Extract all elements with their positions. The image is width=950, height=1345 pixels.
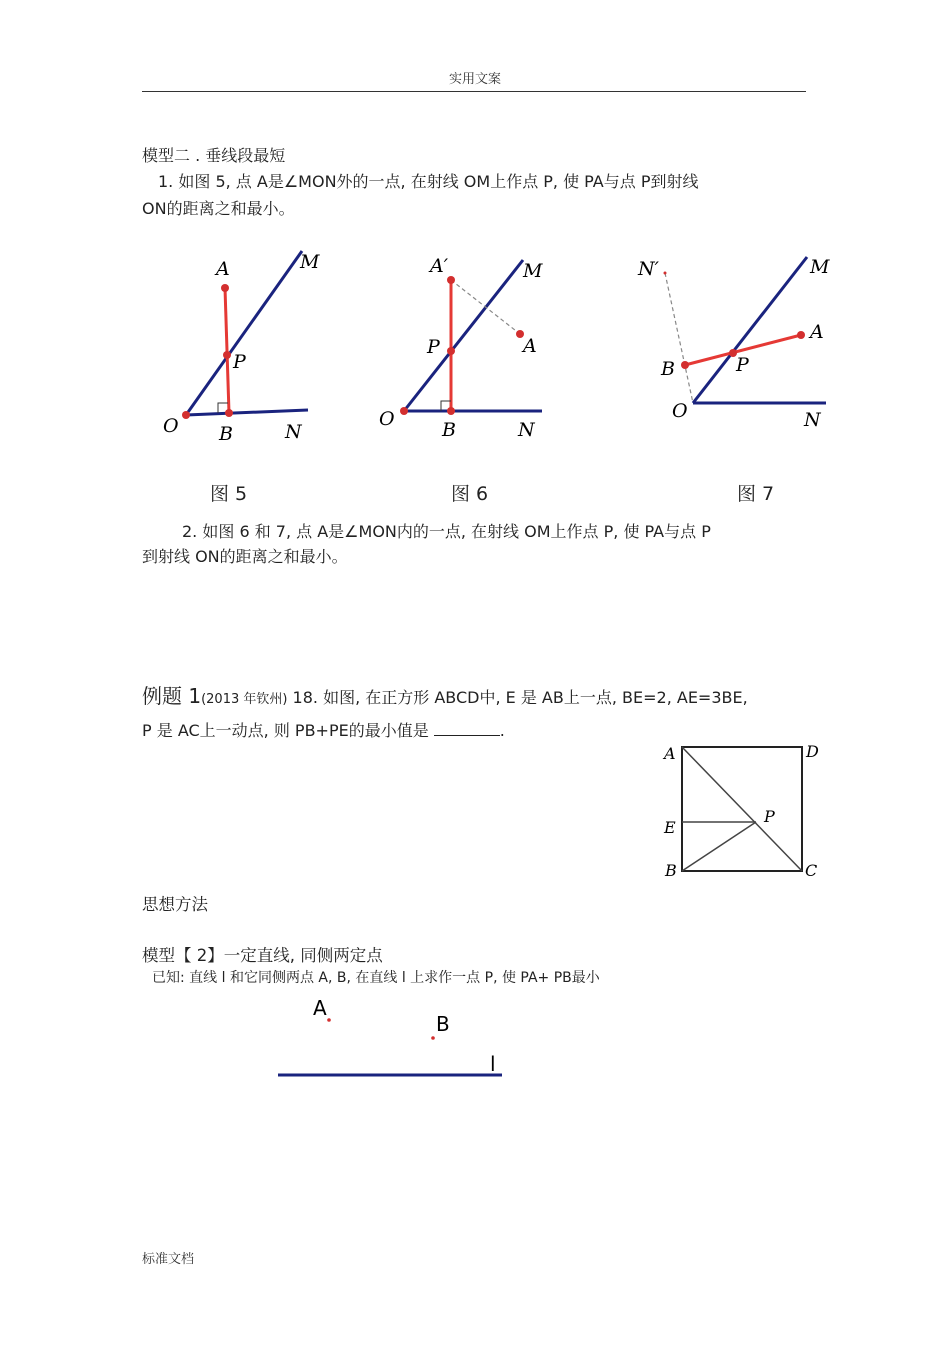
segment-bp — [682, 822, 756, 871]
label-b: B — [436, 1012, 450, 1036]
label-a: A — [313, 996, 327, 1020]
label-n: N — [518, 419, 535, 441]
page-footer: 标准文档 — [142, 1252, 195, 1267]
ray-om — [404, 260, 523, 411]
method-title: 思想方法 — [142, 895, 208, 914]
label-a: A — [523, 335, 537, 357]
problem-1-line-2: ON的距离之和最小。 — [142, 199, 295, 218]
square-figure — [655, 740, 825, 885]
caption-figure-7: 图 7 — [737, 483, 775, 505]
label-m: M — [300, 251, 320, 273]
label-a: A — [664, 744, 676, 763]
label-o: O — [672, 400, 688, 422]
problem-2-line-1: 2. 如图 6 和 7, 点 A是∠MON内的一点, 在射线 OM上作点 P, 使 PA与点 P — [182, 522, 711, 541]
label-b: B — [219, 423, 233, 445]
example-source: (2013 年钦州) — [201, 692, 288, 707]
example-question: P 是 AC上一动点, 则 PB+PE的最小值是 — [142, 721, 434, 740]
label-p: P — [736, 354, 749, 376]
label-p: P — [764, 807, 775, 826]
example-period: . — [499, 721, 505, 740]
figure-6 — [370, 245, 570, 455]
segment-ab — [225, 288, 229, 413]
point-b — [447, 407, 455, 415]
caption-figure-5: 图 5 — [210, 483, 248, 505]
label-o: O — [163, 415, 179, 437]
dashed-a-prime-a — [451, 280, 520, 334]
label-e: E — [664, 818, 676, 837]
label-b: B — [442, 419, 456, 441]
header-divider — [142, 91, 806, 92]
ray-om — [693, 257, 807, 403]
point-n-prime — [664, 272, 667, 275]
problem-1-line-1: 1. 如图 5, 点 A是∠MON外的一点, 在射线 OM上作点 P, 使 PA与点 P到射线 — [158, 172, 699, 191]
point-p — [447, 347, 455, 355]
problem-2-line-2: 到射线 ON的距离之和最小。 — [142, 547, 348, 566]
point-b — [225, 409, 233, 417]
label-o: O — [379, 408, 395, 430]
point-p — [223, 351, 231, 359]
point-o — [400, 407, 408, 415]
label-l: l — [490, 1052, 496, 1076]
point-a-prime — [447, 276, 455, 284]
label-n: N — [804, 409, 821, 431]
label-n: N — [285, 421, 302, 443]
model-2-title: 模型【 2】一定直线, 同侧两定点 — [142, 946, 383, 965]
example-line-1 — [142, 680, 748, 709]
label-b: B — [661, 358, 675, 380]
label-a: A — [810, 321, 824, 343]
diagonal-ac — [682, 747, 802, 871]
point-b — [681, 361, 689, 369]
label-n-prime: N′ — [638, 258, 659, 280]
label-p: P — [233, 351, 246, 373]
example-line-2 — [142, 718, 505, 741]
label-m: M — [523, 260, 543, 282]
label-a: A — [216, 258, 230, 280]
answer-blank — [434, 721, 500, 736]
model-2-figure — [270, 990, 520, 1090]
figure-7 — [630, 245, 840, 445]
example-prefix: 例题 1 — [142, 684, 202, 708]
page-header: 实用文案 — [448, 72, 501, 87]
label-d: D — [806, 742, 819, 761]
example-text: 18. 如图, 在正方形 ABCD中, E 是 AB上一点, BE=2, AE=3BE, — [287, 688, 748, 707]
figure-5 — [150, 240, 350, 450]
label-a-prime: A′ — [430, 255, 449, 277]
point-a — [797, 331, 805, 339]
model-2-known: 已知: 直线 l 和它同侧两点 A, B, 在直线 l 上求作一点 P, 使 PA+ PB最小 — [152, 970, 600, 986]
label-b: B — [665, 861, 677, 880]
point-a — [221, 284, 229, 292]
caption-figure-6: 图 6 — [451, 483, 489, 505]
dashed-n-prime-o — [665, 273, 693, 403]
point-o — [182, 411, 190, 419]
point-a — [327, 1018, 331, 1022]
ray-on — [186, 410, 308, 415]
label-c: C — [805, 861, 818, 880]
label-p: P — [427, 336, 440, 358]
ray-om — [186, 251, 302, 415]
section-title: 模型二 . 垂线段最短 — [142, 146, 286, 165]
point-b — [431, 1036, 435, 1040]
label-m: M — [810, 256, 830, 278]
